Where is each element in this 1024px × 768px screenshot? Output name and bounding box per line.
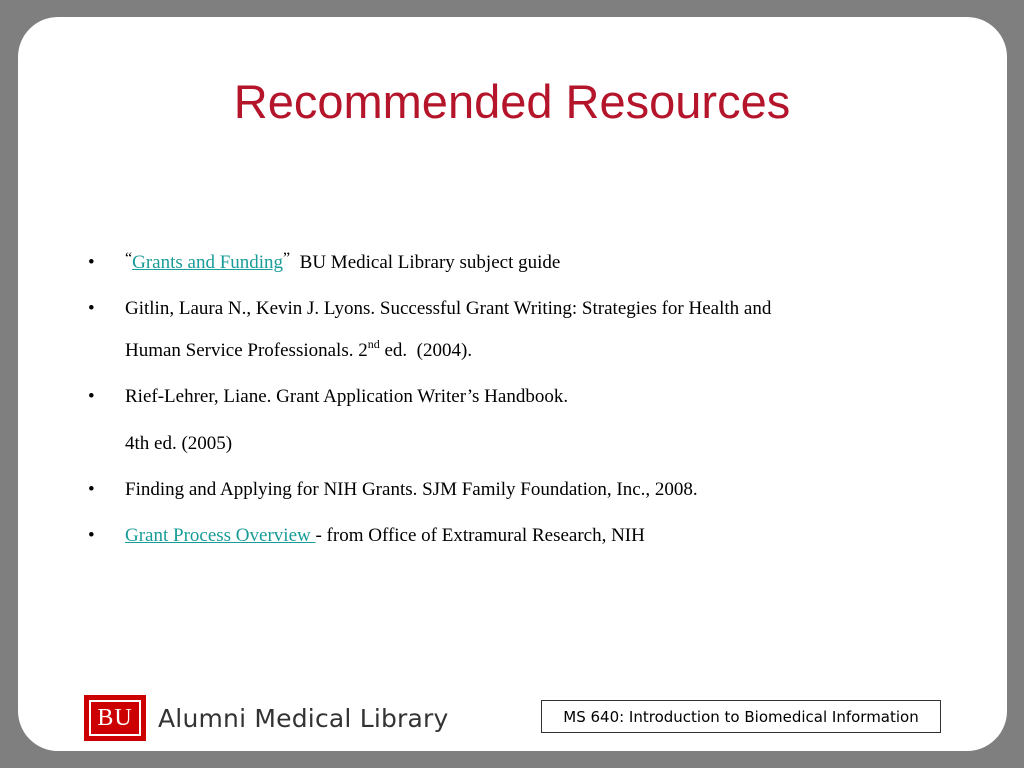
bu-logo-mark: BU xyxy=(89,700,141,736)
list-item-text: 4th ed. (2005) xyxy=(125,433,233,454)
slide-title: Recommended Resources xyxy=(233,75,791,128)
list-item-text: Rief-Lehrer, Liane. Grant Application Writer’s Handbook. xyxy=(125,386,569,407)
logo-text: Alumni Medical Library xyxy=(158,703,449,733)
list-item-text: - from Office of Extramural Research, NIH xyxy=(315,525,645,546)
superscript: nd xyxy=(367,336,380,351)
list-item-text: Human Service Professionals. 2 xyxy=(125,340,368,361)
bullet-icon: • xyxy=(88,479,95,500)
library-logo xyxy=(84,695,449,741)
list-item xyxy=(88,242,925,285)
bullet-icon: • xyxy=(88,525,95,546)
list-item-continuation xyxy=(125,330,925,372)
list-item xyxy=(88,469,925,511)
bullet-icon: • xyxy=(88,298,95,319)
grants-and-funding-link[interactable]: Grants and Funding xyxy=(132,252,284,273)
bu-logo-icon xyxy=(84,695,146,741)
list-item-text: Gitlin, Laura N., Kevin J. Lyons. Successful Grant Writing: Strategies for Health and xyxy=(125,298,772,319)
grant-process-overview-link[interactable]: Grant Process Overview xyxy=(125,525,316,546)
list-item xyxy=(88,376,925,418)
list-item-text: BU Medical Library subject guide xyxy=(290,252,561,273)
open-quote: “ xyxy=(125,250,133,267)
list-item-text: Finding and Applying for NIH Grants. SJM Family Foundation, Inc., 2008. xyxy=(125,479,698,500)
bullet-icon: • xyxy=(88,386,95,407)
list-item xyxy=(88,515,925,557)
list-item-continuation xyxy=(125,423,925,465)
course-label: MS 640: Introduction to Biomedical Information xyxy=(541,700,941,733)
close-quote: ” xyxy=(283,250,291,267)
list-item xyxy=(88,288,925,330)
list-item-text: ed. (2004). xyxy=(379,340,473,361)
bullet-icon: • xyxy=(88,252,95,273)
